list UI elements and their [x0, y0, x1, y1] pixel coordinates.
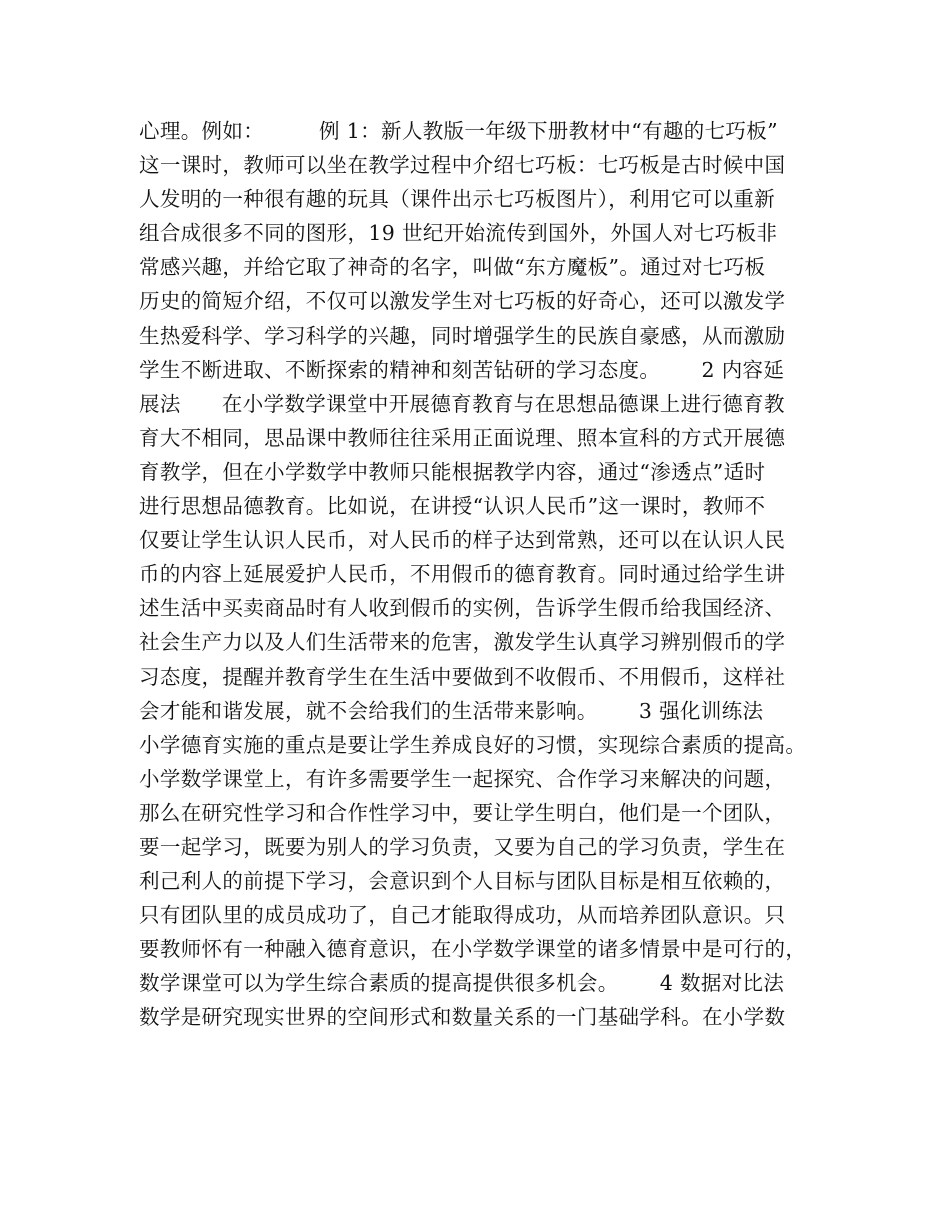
text-line: 常感兴趣，并给它取了神奇的名字，叫做“东方魔板”。通过对七巧板	[139, 255, 766, 280]
text-line: 数学课堂可以为学生综合素质的提高提供很多机会。 4 数据对比法	[139, 971, 785, 996]
text-line: 人发明的一种很有趣的玩具（课件出示七巧板图片），利用它可以重新	[139, 187, 776, 212]
text-line: 育大不相同，思品课中教师往往采用正面说理、照本宣科的方式开展德	[139, 425, 786, 450]
text-line: 数学是研究现实世界的空间形式和数量关系的一门基础学科。在小学数	[139, 1005, 786, 1030]
text-line: 这一课时，教师可以坐在教学过程中介绍七巧板：七巧板是古时候中国	[139, 153, 786, 178]
text-line: 展法 在小学数学课堂中开展德育教育与在思想品德课上进行德育教	[139, 391, 785, 416]
text-line: 币的内容上延展爱护人民币，不用假币的德育教育。同时通过给学生讲	[139, 562, 786, 587]
text-line: 仅要让学生认识人民币，对人民币的样子达到常熟，还可以在认识人民	[139, 528, 786, 553]
text-line: 小学数学课堂上，有许多需要学生一起探究、合作学习来解决的问题，	[139, 766, 786, 791]
text-line: 会才能和谐发展，就不会给我们的生活带来影响。 3 强化训练法	[139, 698, 764, 723]
text-line: 只有团队里的成员成功了，自己才能取得成功，从而培养团队意识。只	[139, 903, 786, 928]
text-line: 历史的简短介绍，不仅可以激发学生对七巧板的好奇心，还可以激发学	[139, 289, 786, 314]
text-line: 进行思想品德教育。比如说，在讲授“认识人民币”这一课时，教师不	[139, 494, 766, 519]
text-line: 学生不断进取、不断探索的精神和刻苦钻研的学习态度。 2 内容延	[139, 357, 785, 382]
text-line: 生热爱科学、学习科学的兴趣，同时增强学生的民族自豪感，从而激励	[139, 323, 786, 348]
text-line: 小学德育实施的重点是要让学生养成良好的习惯，实现综合素质的提高。	[139, 732, 807, 757]
text-line: 社会生产力以及人们生活带来的危害，激发学生认真学习辨别假币的学	[139, 630, 786, 655]
text-line: 组合成很多不同的图形，19 世纪开始流传到国外，外国人对七巧板非	[139, 221, 778, 246]
text-line: 心理。例如： 例 1：新人教版一年级下册教材中“有趣的七巧板”	[139, 119, 778, 143]
body-text	[139, 114, 839, 1035]
text-line: 要教师怀有一种融入德育意识，在小学数学课堂的诸多情景中是可行的，	[139, 937, 807, 962]
text-line: 述生活中买卖商品时有人收到假币的实例，告诉学生假币给我国经济、	[139, 596, 786, 621]
text-line: 育教学，但在小学数学中教师只能根据教学内容，通过“渗透点”适时	[139, 459, 766, 484]
text-line: 要一起学习，既要为别人的学习负责，又要为自己的学习负责，学生在	[139, 834, 786, 859]
text-line: 习态度，提醒并教育学生在生活中要做到不收假币、不用假币，这样社	[139, 664, 786, 689]
text-line: 那么在研究性学习和合作性学习中，要让学生明白，他们是一个团队，	[139, 800, 786, 825]
text-line: 利己利人的前提下学习，会意识到个人目标与团队目标是相互依赖的，	[139, 869, 786, 894]
